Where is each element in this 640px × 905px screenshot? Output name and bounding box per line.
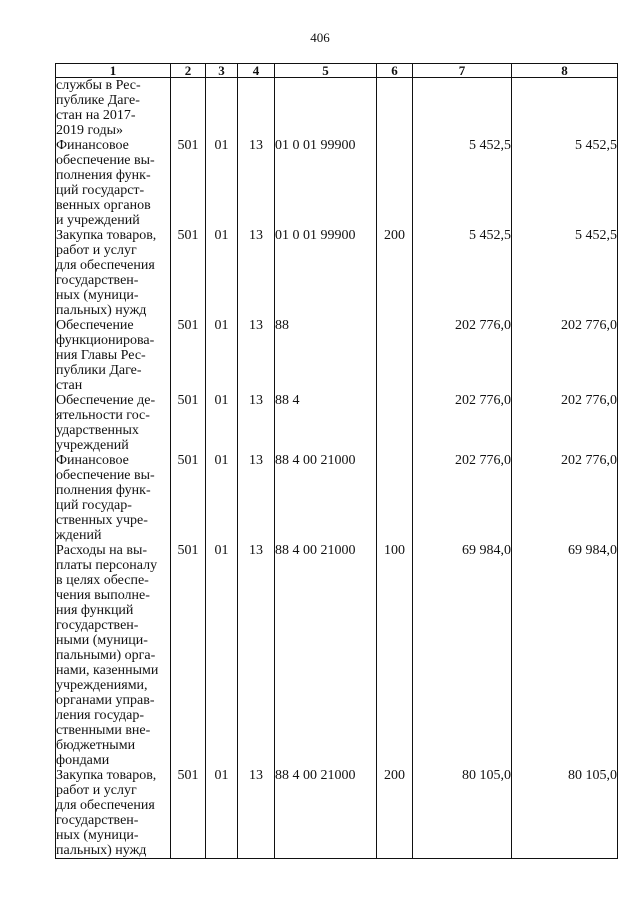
row-name-line: в целях обеспе- xyxy=(56,573,149,588)
amount-2019: 80 105,0 xyxy=(512,768,618,859)
subsection-code: 13 xyxy=(238,138,275,228)
row-name-line: пальных) нужд xyxy=(56,843,147,858)
column-header-5: 5 xyxy=(275,64,377,78)
row-name-line: платы персоналу xyxy=(56,558,158,573)
row-name-line: обеспечение вы- xyxy=(56,153,155,168)
table-row xyxy=(56,78,618,139)
table-row xyxy=(56,393,618,453)
row-name-line: ций государ- xyxy=(56,498,132,513)
target-article-code: 88 4 00 21000 xyxy=(275,768,377,859)
row-name-line: учреждений xyxy=(56,438,129,453)
amount-2018 xyxy=(413,78,512,139)
section-code: 01 xyxy=(206,318,238,393)
row-name-line: Обеспечение де- xyxy=(56,393,156,408)
row-name xyxy=(56,768,171,859)
admin-code: 501 xyxy=(171,138,206,228)
target-article-code: 01 0 01 99900 xyxy=(275,228,377,318)
admin-code: 501 xyxy=(171,453,206,543)
amount-2019: 69 984,0 xyxy=(512,543,618,768)
row-name-line: учреждениями, xyxy=(56,678,148,693)
expense-type-code xyxy=(377,393,413,453)
row-name-line: ждений xyxy=(56,528,102,543)
subsection-code: 13 xyxy=(238,318,275,393)
column-header-7: 7 xyxy=(413,64,512,78)
expense-type-code xyxy=(377,78,413,139)
row-name-line: фондами xyxy=(56,753,110,768)
expense-type-code: 200 xyxy=(377,228,413,318)
amount-2019: 202 776,0 xyxy=(512,453,618,543)
admin-code: 501 xyxy=(171,768,206,859)
row-name-line: ударственных xyxy=(56,423,139,438)
subsection-code xyxy=(238,78,275,139)
row-name-line: государствен- xyxy=(56,813,139,828)
row-name xyxy=(56,78,171,139)
row-name-line: бюджетными xyxy=(56,738,136,753)
subsection-code: 13 xyxy=(238,453,275,543)
row-name-line: нами, казенными xyxy=(56,663,159,678)
row-name-line: стан xyxy=(56,378,83,393)
admin-code: 501 xyxy=(171,543,206,768)
table-row xyxy=(56,543,618,768)
section-code: 01 xyxy=(206,393,238,453)
section-code: 01 xyxy=(206,768,238,859)
amount-2018: 69 984,0 xyxy=(413,543,512,768)
row-name-line: полнения функ- xyxy=(56,168,151,183)
column-header-2: 2 xyxy=(171,64,206,78)
subsection-code: 13 xyxy=(238,543,275,768)
admin-code: 501 xyxy=(171,228,206,318)
row-name xyxy=(56,453,171,543)
expense-type-code xyxy=(377,453,413,543)
row-name-line: чения выполне- xyxy=(56,588,150,603)
row-name-line: ния Главы Рес- xyxy=(56,348,146,363)
target-article-code: 01 0 01 99900 xyxy=(275,138,377,228)
row-name-line: публике Даге- xyxy=(56,93,140,108)
column-header-1: 1 xyxy=(56,64,171,78)
column-header-8: 8 xyxy=(512,64,618,78)
subsection-code: 13 xyxy=(238,393,275,453)
row-name-line: Обеспечение xyxy=(56,318,134,333)
amount-2019 xyxy=(512,78,618,139)
target-article-code: 88 4 00 21000 xyxy=(275,453,377,543)
row-name xyxy=(56,138,171,228)
amount-2019: 5 452,5 xyxy=(512,138,618,228)
amount-2018: 5 452,5 xyxy=(413,228,512,318)
amount-2018: 202 776,0 xyxy=(413,453,512,543)
table-row xyxy=(56,138,618,228)
column-header-6: 6 xyxy=(377,64,413,78)
row-name-line: ятельности гос- xyxy=(56,408,150,423)
row-name xyxy=(56,318,171,393)
table-body xyxy=(56,78,618,859)
row-name-line: пальными) орга- xyxy=(56,648,156,663)
column-header-3: 3 xyxy=(206,64,238,78)
section-code: 01 xyxy=(206,543,238,768)
admin-code: 501 xyxy=(171,393,206,453)
budget-table xyxy=(55,63,618,859)
row-name xyxy=(56,543,171,768)
row-name xyxy=(56,393,171,453)
row-name-line: службы в Рес- xyxy=(56,78,141,93)
expense-type-code xyxy=(377,318,413,393)
amount-2018: 5 452,5 xyxy=(413,138,512,228)
row-name-line: публики Даге- xyxy=(56,363,142,378)
row-name-line: и учреждений xyxy=(56,213,140,228)
row-name-line: работ и услуг xyxy=(56,243,137,258)
row-name-line: обеспечение вы- xyxy=(56,468,155,483)
row-name-line: государствен- xyxy=(56,273,139,288)
table-row xyxy=(56,228,618,318)
row-name-line: Расходы на вы- xyxy=(56,543,148,558)
row-name-line: для обеспечения xyxy=(56,258,155,273)
target-article-code: 88 xyxy=(275,318,377,393)
target-article-code: 88 4 xyxy=(275,393,377,453)
expense-type-code: 100 xyxy=(377,543,413,768)
row-name-line: Закупка товаров, xyxy=(56,228,157,243)
row-name-line: полнения функ- xyxy=(56,483,151,498)
section-code: 01 xyxy=(206,138,238,228)
row-name-line: Финансовое xyxy=(56,138,129,153)
row-name-line: стан на 2017- xyxy=(56,108,136,123)
row-name-line: ления государ- xyxy=(56,708,145,723)
subsection-code: 13 xyxy=(238,768,275,859)
row-name-line: ственных учре- xyxy=(56,513,148,528)
amount-2018: 80 105,0 xyxy=(413,768,512,859)
section-code: 01 xyxy=(206,228,238,318)
column-header-4: 4 xyxy=(238,64,275,78)
table-row xyxy=(56,318,618,393)
section-code: 01 xyxy=(206,453,238,543)
page-number: 406 xyxy=(310,30,330,45)
amount-2019: 202 776,0 xyxy=(512,393,618,453)
target-article-code: 88 4 00 21000 xyxy=(275,543,377,768)
subsection-code: 13 xyxy=(238,228,275,318)
amount-2018: 202 776,0 xyxy=(413,318,512,393)
row-name-line: функционирова- xyxy=(56,333,155,348)
row-name-line: ций государст- xyxy=(56,183,145,198)
expense-type-code xyxy=(377,138,413,228)
row-name-line: ных (муници- xyxy=(56,828,139,843)
row-name xyxy=(56,228,171,318)
row-name-line: государствен- xyxy=(56,618,139,633)
row-name-line: ными (муници- xyxy=(56,633,148,648)
row-name-line: работ и услуг xyxy=(56,783,137,798)
row-name-line: ственными вне- xyxy=(56,723,151,738)
table-row xyxy=(56,453,618,543)
row-name-line: ния функций xyxy=(56,603,134,618)
section-code xyxy=(206,78,238,139)
row-name-line: для обеспечения xyxy=(56,798,155,813)
row-name-line: Финансовое xyxy=(56,453,129,468)
admin-code: 501 xyxy=(171,318,206,393)
row-name-line: пальных) нужд xyxy=(56,303,147,318)
row-name-line: Закупка товаров, xyxy=(56,768,157,783)
row-name-line: органами управ- xyxy=(56,693,155,708)
header-row xyxy=(56,64,618,78)
row-name-line: 2019 годы» xyxy=(56,123,124,138)
table-row xyxy=(56,768,618,859)
admin-code xyxy=(171,78,206,139)
amount-2019: 202 776,0 xyxy=(512,318,618,393)
amount-2018: 202 776,0 xyxy=(413,393,512,453)
amount-2019: 5 452,5 xyxy=(512,228,618,318)
expense-type-code: 200 xyxy=(377,768,413,859)
target-article-code xyxy=(275,78,377,139)
row-name-line: ных (муници- xyxy=(56,288,139,303)
row-name-line: венных органов xyxy=(56,198,151,213)
